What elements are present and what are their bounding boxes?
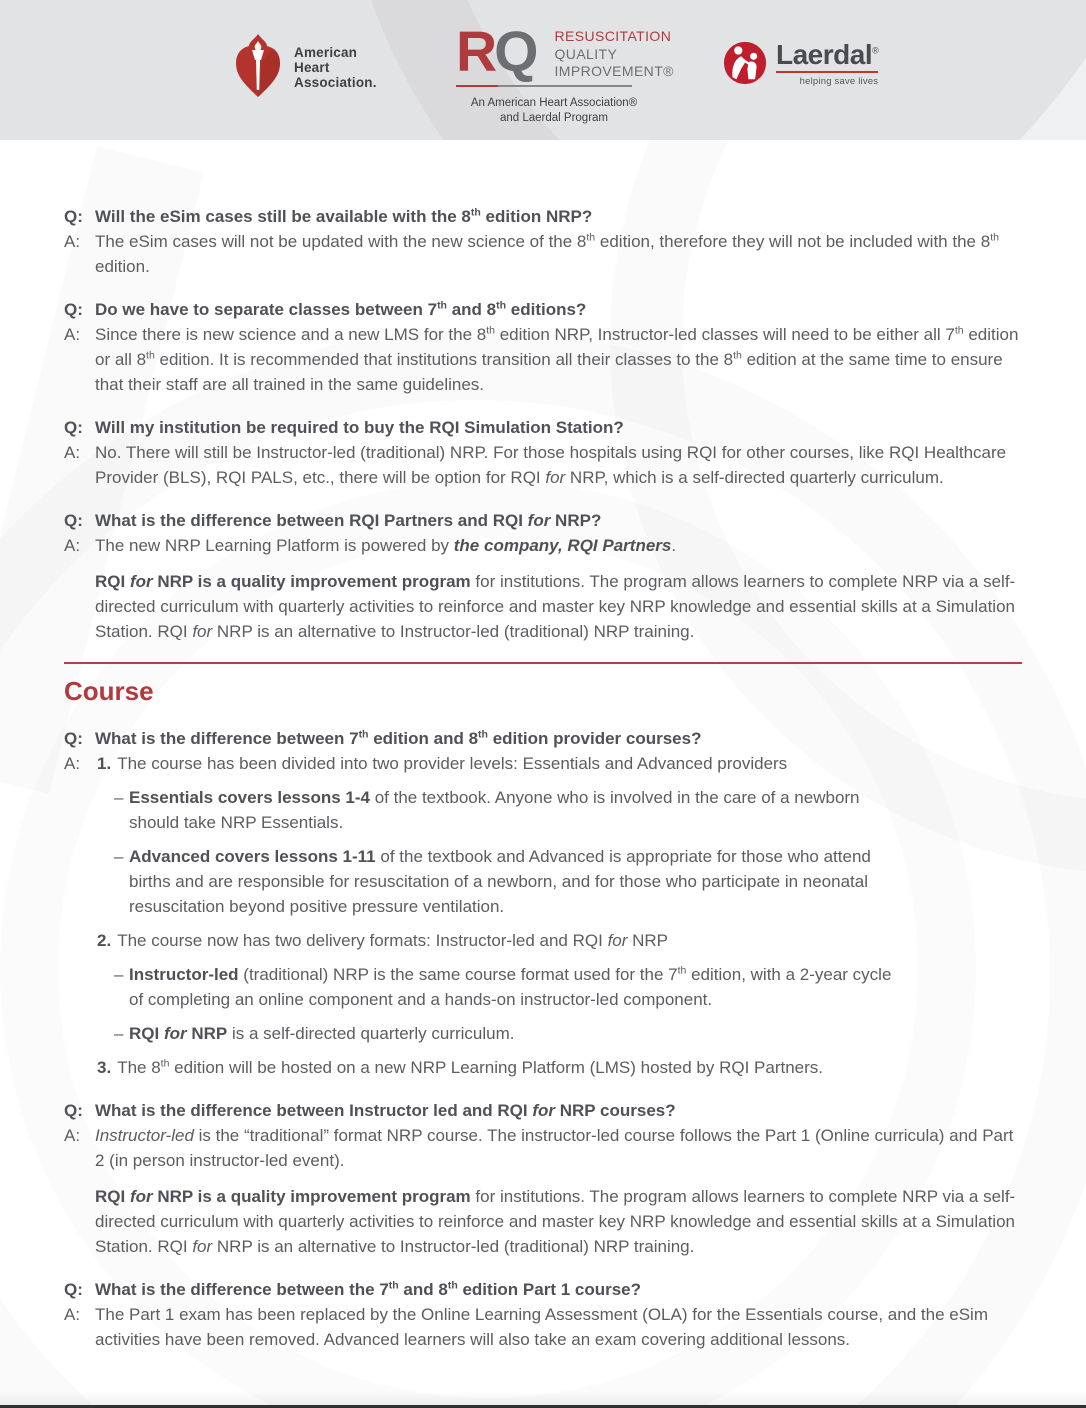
qa-block-esim (64, 204, 1022, 279)
question-label: Q: (64, 207, 83, 226)
question-label: Q: (64, 729, 83, 748)
answer-paragraph: No. There will still be Instructor-led (traditional) NRP. For those hospitals using RQI for other courses, like RQI Healthcare Provider (BLS), RQI PALS, etc., there will be option for RQI for NRP, which is a self-directed quarterly curriculum. (95, 443, 1007, 487)
aha-line: American (294, 44, 358, 60)
answer-paragraph: The new NRP Learning Platform is powered by the company, RQI Partners. (95, 536, 677, 555)
item-number: 1. (97, 754, 112, 773)
question-text: Do we have to separate classes between 7th and 8th editions? (95, 299, 587, 319)
question-text: What is the difference between 7th edition and 8th edition provider courses? (95, 728, 702, 748)
rqi-word: QUALITY (554, 45, 618, 62)
answer-label: A: (64, 443, 81, 462)
numbered-item (97, 928, 1022, 953)
dash-bullet: – (114, 965, 124, 984)
rqi-letter-q: Q (494, 20, 536, 84)
laerdal-wordmark: Laerdal® (776, 39, 879, 70)
qa-block-simulation-station (64, 415, 1022, 490)
rqi-underline (456, 85, 632, 87)
question-label: Q: (64, 1280, 83, 1299)
header-band (0, 0, 1086, 140)
aha-line: Association. (294, 74, 377, 90)
answer-paragraph: Since there is new science and a new LMS for the 8th edition NRP, Instructor-led classes will need to be either all 7th edition or all 8th edition. It is recommended that institutions transition all their classes to the 8th edition at the same time to ensure that their staff are all trained in the same guidelines. (95, 324, 1019, 394)
dash-bullet: – (114, 847, 124, 866)
registered-mark: ® (872, 45, 879, 56)
answer-label: A: (64, 1305, 81, 1324)
answer-paragraph: The Part 1 exam has been replaced by the Online Learning Assessment (OLA) for the Essentials course, and the eSim activities have been removed. Advanced learners will also take an exam covering additional lessons. (95, 1305, 988, 1349)
question-text: Will the eSim cases still be available with the 8th edition NRP? (95, 206, 593, 226)
rqi-tagline (456, 96, 652, 125)
rqi-tagline-line: An American Heart Association® (470, 97, 638, 109)
answer-body (95, 1302, 1022, 1352)
answer-label: A: (64, 536, 81, 555)
answer-body (95, 229, 1022, 279)
aha-heart-icon (232, 32, 284, 102)
answer-paragraph: The eSim cases will not be updated with the new science of the 8th edition, therefore they will not be included with the 8th edition. (95, 231, 999, 276)
rqi-word: IMPROVEMENT® (554, 63, 674, 79)
qa-block-part1-course (64, 1277, 1022, 1352)
answer-body (95, 1123, 1022, 1259)
qa-block-provider-courses (64, 726, 1022, 1080)
answer-label: A: (64, 1126, 81, 1145)
answer-body (95, 533, 1022, 644)
answer-label: A: (64, 325, 81, 344)
item-text: Advanced covers lessons 1-11 of the textbook and Advanced is appropriate for those who attend births and are responsible for resuscitation of a newborn, and for those who participate in neonatal resuscitation beyond positive pressure ventilation. (129, 847, 871, 916)
section-title: Course (64, 676, 154, 706)
item-text: Essentials covers lessons 1-4 of the textbook. Anyone who is involved in the care of a newborn should take NRP Essentials. (129, 788, 860, 832)
qa-block-separate-classes (64, 297, 1022, 397)
section-divider (64, 662, 1022, 664)
item-number: 3. (97, 1058, 112, 1077)
answer-paragraph: RQI for NRP is a quality improvement program for institutions. The program allows learners to complete NRP via a self-directed curriculum with quarterly activities to reinforce and master key NRP knowledge and essential skills at a Simulation Station. RQI for NRP is an alternative to Instructor-led (traditional) NRP training. (95, 1187, 1016, 1256)
item-text: RQI for NRP is a self-directed quarterly curriculum. (129, 1024, 515, 1043)
question-text: What is the difference between Instructor led and RQI for NRP courses? (95, 1101, 676, 1120)
qa-block-instructor-led-vs-rqi (64, 1098, 1022, 1259)
header-swirl (336, 0, 1086, 140)
answer-body (95, 440, 1022, 490)
dash-item (114, 844, 892, 919)
laerdal-underline (776, 71, 878, 73)
question-label: Q: (64, 418, 83, 437)
laerdal-logo (722, 40, 878, 87)
rqi-logo (456, 20, 674, 125)
item-number: 2. (97, 931, 112, 950)
dash-item (114, 785, 892, 835)
dash-item (114, 962, 892, 1012)
question-text: What is the difference between RQI Partners and RQI for NRP? (95, 511, 602, 530)
dash-bullet: – (114, 1024, 124, 1043)
aha-logo-text (294, 45, 377, 90)
page-edge-shadow (0, 1391, 1086, 1405)
numbered-item (97, 1055, 1022, 1080)
laerdal-mark-icon (722, 40, 768, 86)
item-text: Instructor-led (traditional) NRP is the same course format used for the 7th edition, with a 2-year cycle of completing an online component and a hands-on instructor-led component. (129, 964, 892, 1009)
aha-line: Heart (294, 59, 330, 75)
rqi-wordmark (555, 26, 674, 81)
answer-paragraph: Instructor-led is the “traditional” format NRP course. The instructor-led course follows the Part 1 (Online curricula) and Part 2 (in person instructor-led event). (95, 1126, 1014, 1170)
rqi-word: RESUSCITATION (554, 28, 672, 44)
answer-label: A: (64, 754, 81, 773)
question-label: Q: (64, 300, 83, 319)
faq-content (64, 140, 1022, 1370)
answer-paragraph: RQI for NRP is a quality improvement program for institutions. The program allows learners to complete NRP via a self-directed curriculum with quarterly activities to reinforce and master key NRP knowledge and essential skills at a Simulation Station. RQI for NRP is an alternative to Instructor-led (traditional) NRP training. (95, 572, 1016, 641)
item-text: The course has been divided into two provider levels: Essentials and Advanced providers (117, 754, 788, 773)
rqi-letter-r: R (456, 20, 495, 84)
question-label: Q: (64, 511, 83, 530)
answer-label: A: (64, 232, 81, 251)
item-text: The 8th edition will be hosted on a new NRP Learning Platform (LMS) hosted by RQI Partners. (117, 1057, 823, 1077)
laerdal-text (776, 40, 878, 87)
question-text: What is the difference between the 7th and 8th edition Part 1 course? (95, 1279, 642, 1299)
answer-body (95, 322, 1022, 397)
laerdal-tagline: helping save lives (799, 76, 879, 87)
dash-bullet: – (114, 788, 124, 807)
dash-item (114, 1021, 892, 1046)
aha-logo (232, 32, 377, 102)
answer-body (95, 751, 1022, 1080)
rqi-tagline-line: and Laerdal Program (499, 111, 609, 124)
question-text: Will my institution be required to buy the RQI Simulation Station? (95, 418, 624, 437)
question-label: Q: (64, 1101, 83, 1120)
numbered-item (97, 751, 1022, 776)
item-text: The course now has two delivery formats: Instructor-led and RQI for NRP (117, 931, 669, 950)
qa-block-rqi-partners (64, 508, 1022, 644)
